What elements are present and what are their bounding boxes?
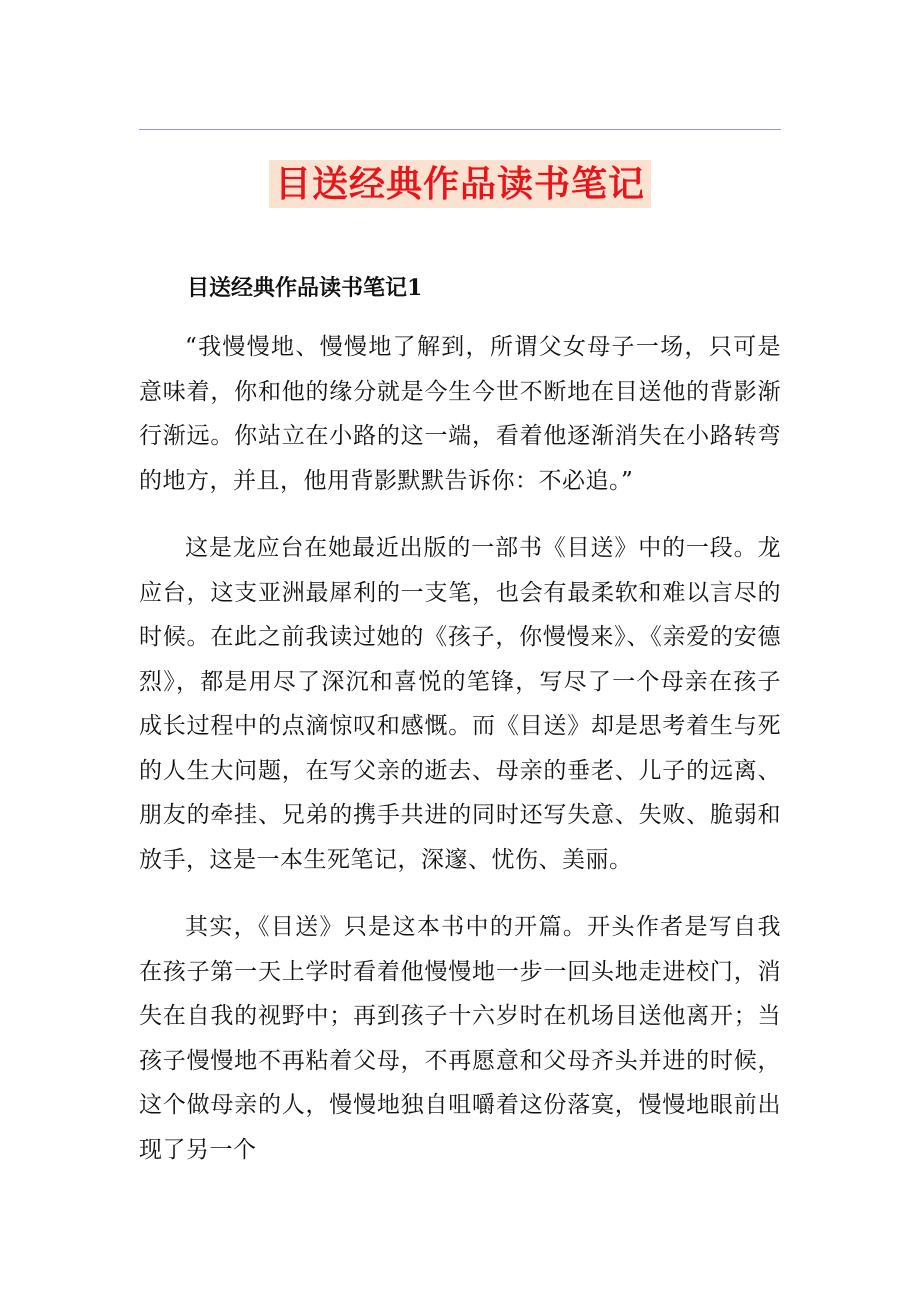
paragraph-opening: 其实，《目送》只是这本书中的开篇。开头作者是写自我在孩子第一天上学时看着他慢慢地一步一回头地走进校门，消失在自我的视野中；再到孩子十六岁时在机场目送他离开；当孩子慢慢地不再粘着父母，不再愿意和父母齐头并进的时候，这个做母亲的人，慢慢地独自咀嚼着这份落寞，慢慢地眼前出现了另一个: [139, 914, 781, 1163]
paragraph-intro: 这是龙应台在她最近出版的一部书《目送》中的一段。龙应台，这支亚洲最犀利的一支笔，也会有最柔软和难以言尽的时候。在此之前我读过她的《孩子，你慢慢来》、《亲爱的安德烈》，都是用尽了深沉和喜悦的笔锋，写尽了一个母亲在孩子成长过程中的点滴惊叹和感慨。而《目送》却是思考着生与死的人生大问题，在写父亲的逝去、母亲的垂老、儿子的远离、朋友的牵挂、兄弟的携手共进的同时还写失意、失败、脆弱和放手，这是一本生死笔记，深邃、忧伤、美丽。: [139, 535, 781, 873]
section-heading: 目送经典作品读书笔记1: [187, 275, 423, 301]
title-container: [0, 160, 920, 208]
document-title: 目送经典作品读书笔记: [269, 160, 651, 208]
header-rule: [139, 129, 781, 130]
document-body: [139, 266, 781, 1195]
paragraph-quote: “我慢慢地、慢慢地了解到，所谓父女母子一场，只可是意味着，你和他的缘分就是今生今世不断地在目送他的背影渐行渐远。你站立在小路的这一端，看着他逐渐消失在小路转弯的地方，并且，他用背影默默告诉你：不必追。”: [139, 334, 781, 494]
